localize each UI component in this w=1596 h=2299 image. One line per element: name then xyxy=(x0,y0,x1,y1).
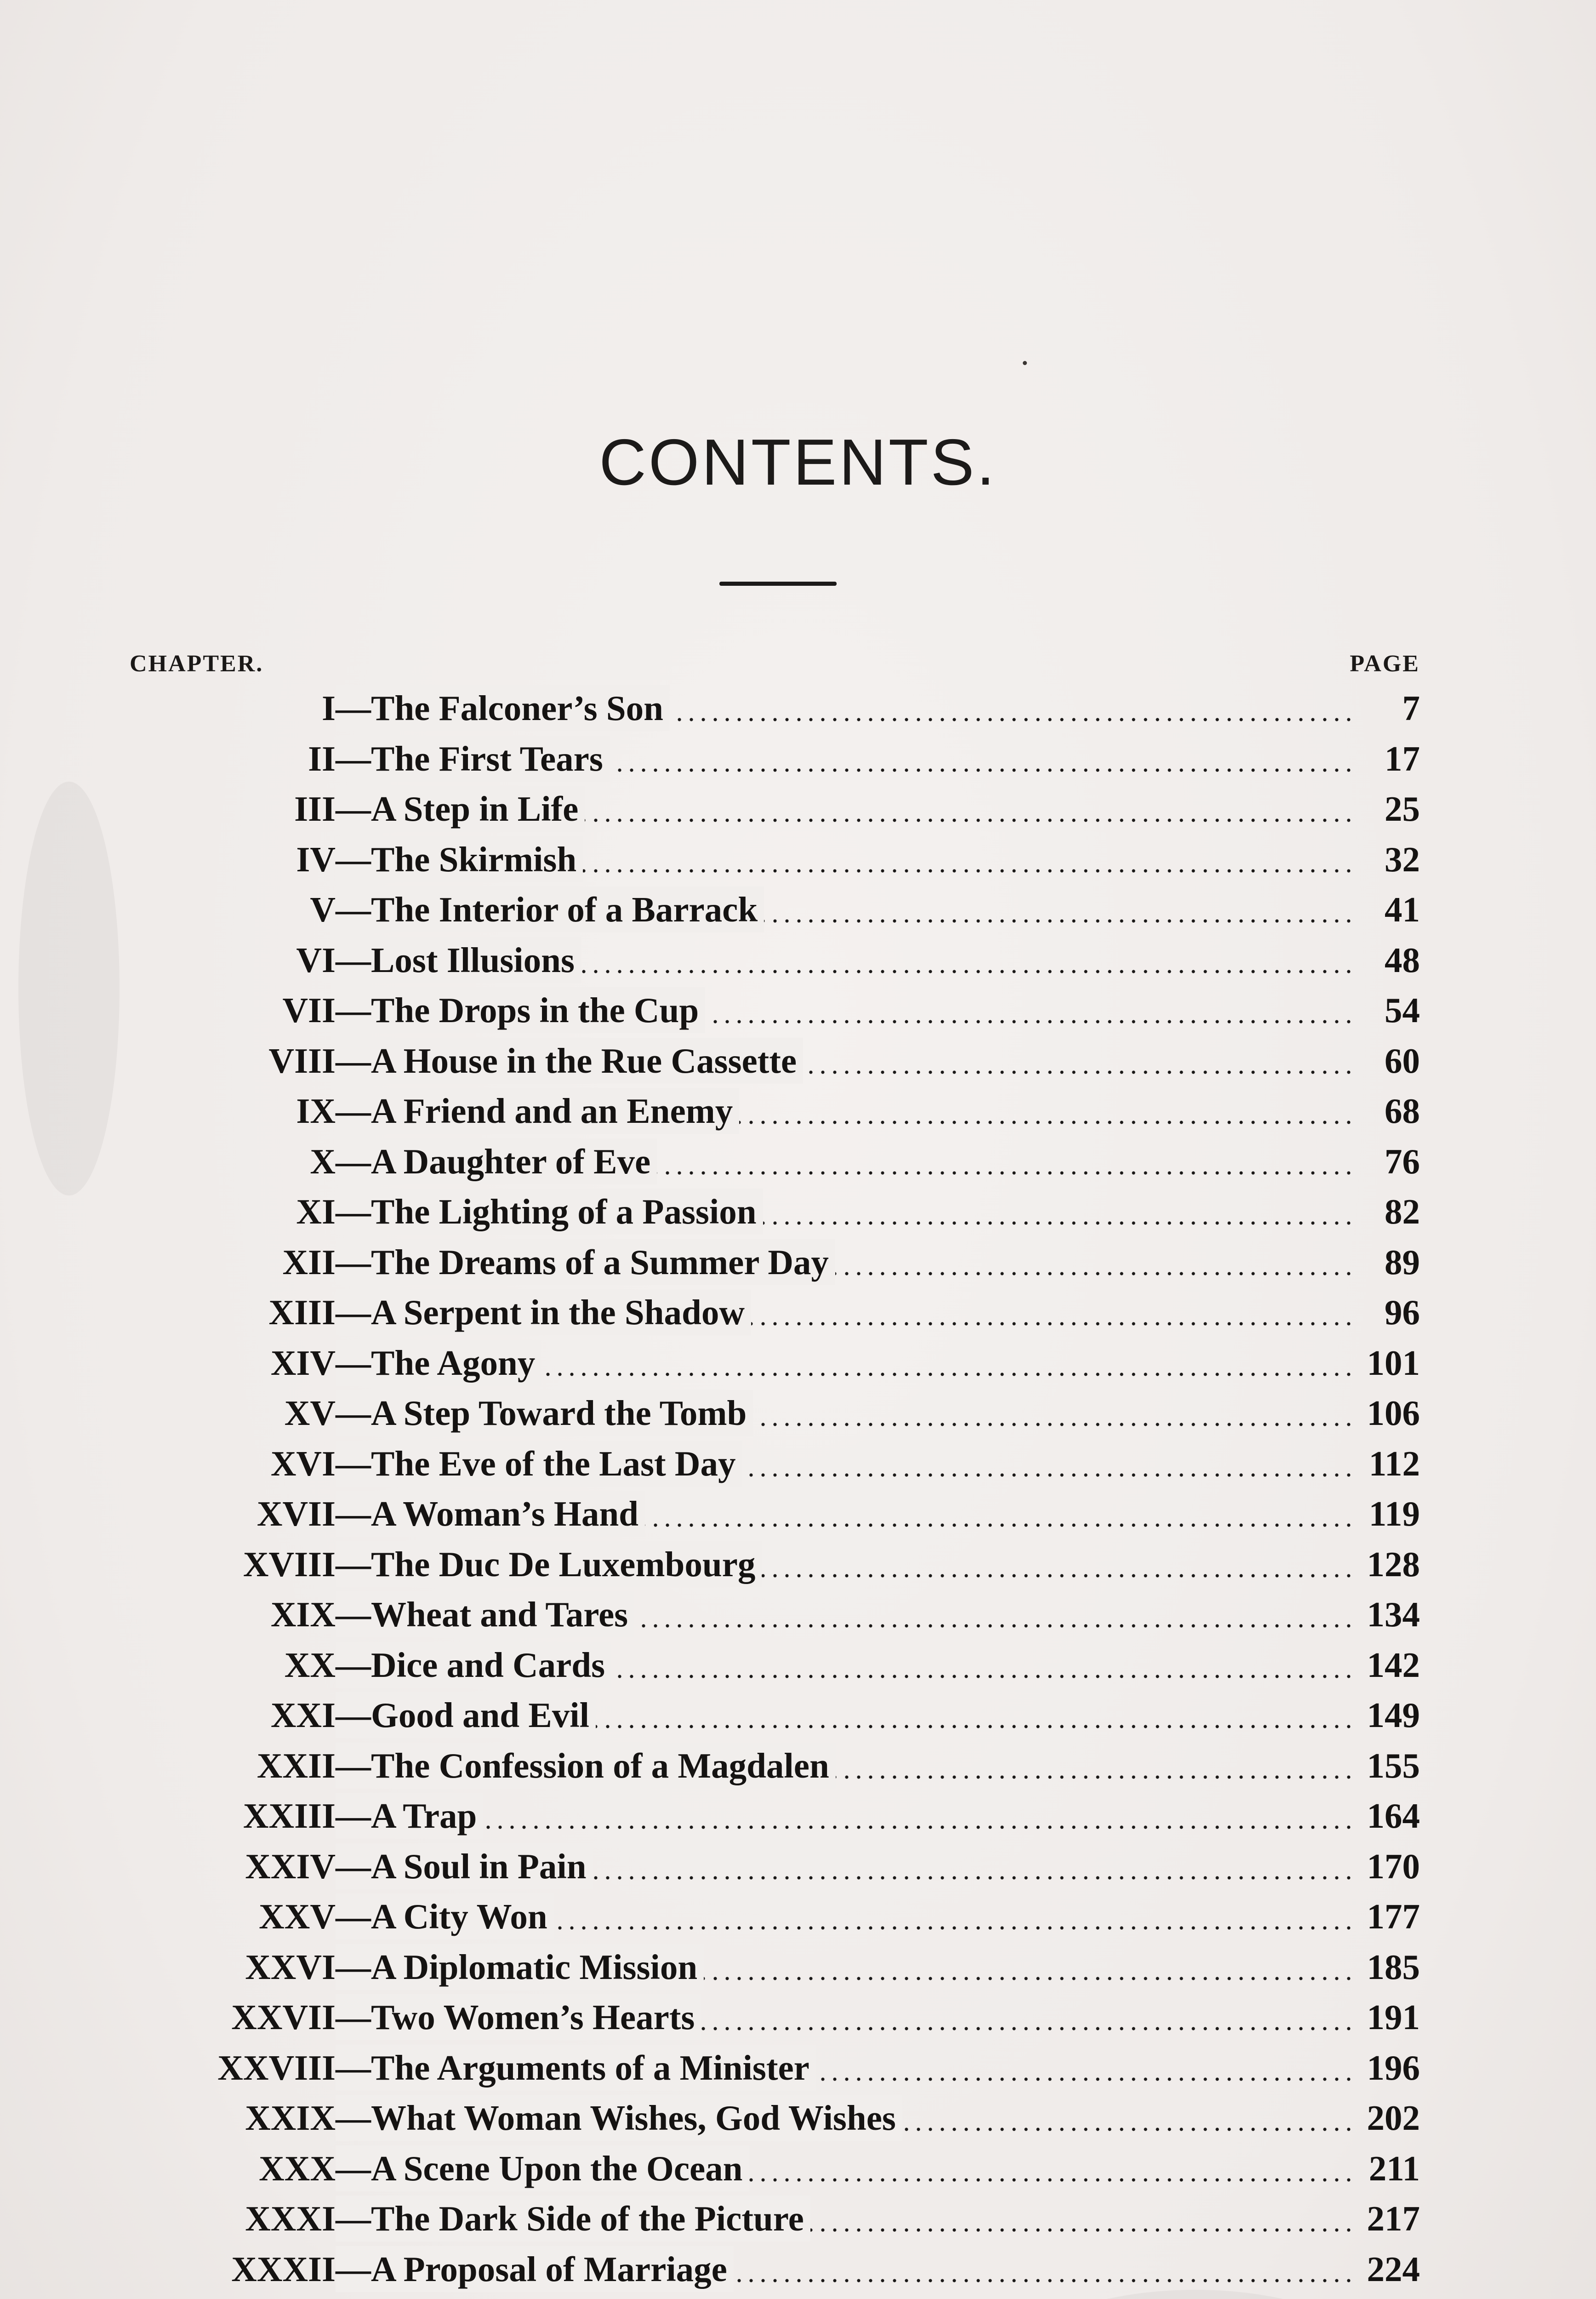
chapter-separator: — xyxy=(336,1544,371,1584)
page-number: 217 xyxy=(1367,2199,1420,2238)
toc-entry xyxy=(0,1441,1596,1487)
chapter-title: Wheat and Tares xyxy=(371,1595,628,1634)
chapter-number: XIV xyxy=(270,1343,336,1383)
toc-entry xyxy=(0,1088,1596,1134)
chapter-title: A Serpent in the Shadow xyxy=(371,1292,745,1332)
chapter-title-wrap xyxy=(336,1088,739,1134)
chapter-title: A Step Toward the Tomb xyxy=(371,1393,747,1433)
chapter-title-wrap xyxy=(336,937,581,983)
page-number: 7 xyxy=(1402,688,1420,728)
chapter-number: XXV xyxy=(259,1897,336,1936)
chapter-separator: — xyxy=(336,1343,371,1383)
chapter-title-wrap xyxy=(336,1340,542,1386)
chapter-title: The Lighting of a Passion xyxy=(371,1192,757,1231)
chapter-title-wrap xyxy=(336,1038,803,1084)
page-number: 41 xyxy=(1385,890,1420,929)
dot-leader xyxy=(764,919,1355,923)
chapter-title-wrap xyxy=(336,1189,763,1235)
chapter-title-wrap xyxy=(336,786,585,832)
chapter-title: Lost Illusions xyxy=(371,940,575,980)
page-number: 164 xyxy=(1367,1796,1420,1836)
toc-entry xyxy=(0,1793,1596,1839)
chapter-number: IV xyxy=(296,840,336,879)
toc-entry xyxy=(0,1944,1596,1990)
chapter-title: The Dark Side of the Picture xyxy=(371,2199,804,2238)
dot-leader xyxy=(742,1473,1355,1477)
chapter-title: The Falconer’s Son xyxy=(371,688,663,728)
chapter-title-wrap xyxy=(336,987,705,1033)
chapter-title-wrap xyxy=(336,1893,554,1939)
chapter-title-wrap xyxy=(336,736,610,782)
chapter-number: XXIV xyxy=(245,1847,336,1886)
page-number: 149 xyxy=(1367,1695,1420,1735)
page-column-header: PAGE xyxy=(1350,651,1420,677)
chapter-title: A Scene Upon the Ocean xyxy=(371,2149,743,2188)
chapter-number: VI xyxy=(296,940,336,980)
chapter-number: VII xyxy=(282,990,336,1030)
page-number: 202 xyxy=(1367,2098,1420,2138)
chapter-title: The Skirmish xyxy=(371,840,577,879)
chapter-title: A Diplomatic Mission xyxy=(371,1947,698,1987)
page-number: 155 xyxy=(1367,1746,1420,1785)
dot-leader xyxy=(583,869,1355,873)
chapter-number: XXI xyxy=(270,1695,336,1735)
page-number: 106 xyxy=(1367,1393,1420,1433)
toc-entry xyxy=(0,1642,1596,1688)
toc-entry xyxy=(0,786,1596,832)
chapter-title-wrap xyxy=(336,2045,816,2091)
chapter-number: XXX xyxy=(259,2149,336,2188)
toc-entry xyxy=(0,2196,1596,2242)
chapter-separator: — xyxy=(336,1645,371,1685)
chapter-number: VIII xyxy=(268,1041,336,1081)
page-number: 54 xyxy=(1385,990,1420,1030)
toc-entry xyxy=(0,1289,1596,1335)
dot-leader xyxy=(554,1926,1355,1930)
chapter-title: Dice and Cards xyxy=(371,1645,605,1685)
dot-leader xyxy=(593,1876,1355,1880)
toc-entry xyxy=(0,836,1596,882)
chapter-separator: — xyxy=(336,2098,371,2138)
chapter-separator: — xyxy=(336,739,371,778)
chapter-title: A House in the Rue Cassette xyxy=(371,1041,797,1081)
toc-entry xyxy=(0,685,1596,731)
chapter-title-wrap xyxy=(336,1289,751,1335)
chapter-number: XIII xyxy=(268,1292,336,1332)
page-number: 76 xyxy=(1385,1142,1420,1181)
chapter-title-wrap xyxy=(336,685,670,731)
dot-leader xyxy=(581,969,1355,974)
page-number: 101 xyxy=(1367,1343,1420,1383)
chapter-number: XV xyxy=(284,1393,336,1433)
dot-leader xyxy=(763,1221,1355,1225)
chapter-separator: — xyxy=(336,1746,371,1785)
toc-entry xyxy=(0,1591,1596,1637)
page-number: 32 xyxy=(1385,840,1420,879)
chapter-separator: — xyxy=(336,1796,371,1836)
chapter-title-wrap xyxy=(336,1642,611,1688)
page-number: 224 xyxy=(1367,2249,1420,2289)
page-number: 89 xyxy=(1385,1242,1420,1282)
chapter-number: XXIII xyxy=(243,1796,336,1836)
chapter-separator: — xyxy=(336,2149,371,2188)
chapter-separator: — xyxy=(336,1242,371,1282)
dot-leader xyxy=(739,1120,1355,1125)
chapter-title: Good and Evil xyxy=(371,1695,590,1735)
chapter-title: The Eve of the Last Day xyxy=(371,1444,736,1483)
chapter-title-wrap xyxy=(336,1138,657,1184)
dot-leader xyxy=(585,818,1355,823)
toc-entry xyxy=(0,2045,1596,2091)
toc-entry xyxy=(0,2095,1596,2141)
dot-leader xyxy=(670,717,1355,722)
dot-leader xyxy=(634,1624,1355,1628)
chapter-separator: — xyxy=(336,1292,371,1332)
chapter-number: IX xyxy=(296,1091,336,1131)
dot-leader xyxy=(835,1271,1355,1276)
toc-entry xyxy=(0,1541,1596,1587)
page-number: 60 xyxy=(1385,1041,1420,1081)
chapter-number: XXII xyxy=(256,1746,336,1785)
dot-leader xyxy=(611,1674,1355,1679)
chapter-title-wrap xyxy=(336,1541,762,1587)
chapter-title: A Proposal of Marriage xyxy=(371,2249,727,2289)
page-title: CONTENTS. xyxy=(599,426,997,499)
chapter-separator: — xyxy=(336,1041,371,1081)
chapter-title: A Daughter of Eve xyxy=(371,1142,651,1181)
chapter-separator: — xyxy=(336,1847,371,1886)
chapter-title: The Drops in the Cup xyxy=(371,990,699,1030)
chapter-title-wrap xyxy=(336,1793,483,1839)
chapter-number: X xyxy=(310,1142,336,1181)
toc-entry xyxy=(0,937,1596,983)
toc-entry xyxy=(0,1138,1596,1184)
toc-entry xyxy=(0,1743,1596,1789)
chapter-separator: — xyxy=(336,1393,371,1433)
dot-leader xyxy=(803,1070,1355,1075)
chapter-title-wrap xyxy=(336,836,583,882)
chapter-separator: — xyxy=(336,1091,371,1131)
dot-leader xyxy=(610,768,1355,772)
chapter-title-wrap xyxy=(336,2196,810,2242)
chapter-number: XXVII xyxy=(231,1997,336,2037)
toc-entry xyxy=(0,1893,1596,1939)
chapter-title: A Woman’s Hand xyxy=(371,1494,638,1533)
chapter-title-wrap xyxy=(336,1491,645,1537)
chapter-number: XX xyxy=(284,1645,336,1685)
chapter-separator: — xyxy=(336,1947,371,1987)
toc-entry xyxy=(0,1994,1596,2040)
dot-leader xyxy=(705,1019,1355,1024)
toc-entry xyxy=(0,1390,1596,1436)
dot-leader xyxy=(704,1976,1355,1981)
chapter-title-wrap xyxy=(336,886,764,932)
dot-leader xyxy=(542,1372,1355,1377)
chapter-column-header: CHAPTER. xyxy=(130,651,264,677)
chapter-separator: — xyxy=(336,688,371,728)
dot-leader xyxy=(762,1573,1355,1578)
chapter-title: Two Women’s Hearts xyxy=(371,1997,695,2037)
chapter-number: I xyxy=(322,688,336,728)
chapter-title-wrap xyxy=(336,1843,593,1889)
chapter-title-wrap xyxy=(336,1944,704,1990)
dot-leader xyxy=(483,1825,1355,1830)
chapter-number: XIX xyxy=(270,1595,336,1634)
toc-entry xyxy=(0,736,1596,782)
chapter-title: A Trap xyxy=(371,1796,477,1836)
dot-leader xyxy=(753,1422,1355,1427)
page-number: 112 xyxy=(1368,1444,1420,1483)
chapter-title: The Arguments of a Minister xyxy=(371,2048,809,2087)
chapter-title-wrap xyxy=(336,1239,835,1285)
page-number: 185 xyxy=(1367,1947,1420,1987)
dot-leader xyxy=(657,1171,1355,1175)
chapter-title-wrap xyxy=(336,2095,902,2141)
toc-entry xyxy=(0,1692,1596,1738)
page-number: 96 xyxy=(1385,1292,1420,1332)
toc-entry xyxy=(0,1491,1596,1537)
chapter-number: XVII xyxy=(256,1494,336,1533)
toc-entry xyxy=(0,2145,1596,2191)
toc-entry xyxy=(0,886,1596,932)
chapter-title-wrap xyxy=(336,1591,634,1637)
chapter-title-wrap xyxy=(336,1390,753,1436)
dot-leader xyxy=(816,2077,1355,2082)
chapter-number: XVI xyxy=(270,1444,336,1483)
chapter-number: II xyxy=(308,739,336,778)
page-number: 134 xyxy=(1367,1595,1420,1634)
page-number: 177 xyxy=(1367,1897,1420,1936)
chapter-separator: — xyxy=(336,1444,371,1483)
toc-entry xyxy=(0,1189,1596,1235)
chapter-separator: — xyxy=(336,1897,371,1936)
toc-entry xyxy=(0,1340,1596,1386)
chapter-separator: — xyxy=(336,1142,371,1181)
toc-entry xyxy=(0,1038,1596,1084)
chapter-number: XXVIII xyxy=(217,2048,336,2087)
chapter-title: A Step in Life xyxy=(371,789,579,829)
chapter-separator: — xyxy=(336,2048,371,2087)
chapter-separator: — xyxy=(336,1494,371,1533)
chapter-title: The Interior of a Barrack xyxy=(371,890,758,929)
chapter-title-wrap xyxy=(336,2145,749,2191)
chapter-title: What Woman Wishes, God Wishes xyxy=(371,2098,896,2138)
chapter-number: XXVI xyxy=(245,1947,336,1987)
chapter-title: The Confession of a Magdalen xyxy=(371,1746,829,1785)
chapter-title-wrap xyxy=(336,1743,836,1789)
chapter-title-wrap xyxy=(336,2246,734,2292)
chapter-separator: — xyxy=(336,890,371,929)
chapter-separator: — xyxy=(336,940,371,980)
chapter-number: XXXII xyxy=(231,2249,336,2289)
dot-leader xyxy=(810,2228,1355,2232)
page-number: 211 xyxy=(1368,2149,1420,2188)
dot-leader xyxy=(734,2278,1355,2283)
chapter-title: The Dreams of a Summer Day xyxy=(371,1242,829,1282)
chapter-title: The First Tears xyxy=(371,739,603,778)
dot-leader xyxy=(645,1523,1355,1527)
dot-leader xyxy=(701,2026,1355,2031)
chapter-separator: — xyxy=(336,1192,371,1231)
toc-entry xyxy=(0,2246,1596,2292)
chapter-number: XXIX xyxy=(245,2098,336,2138)
chapter-separator: — xyxy=(336,1695,371,1735)
dot-leader xyxy=(836,1775,1355,1779)
chapter-number: XXXI xyxy=(245,2199,336,2238)
dot-leader xyxy=(596,1724,1355,1729)
page-number: 25 xyxy=(1385,789,1420,829)
chapter-separator: — xyxy=(336,990,371,1030)
page-number: 48 xyxy=(1385,940,1420,980)
chapter-title: The Duc De Luxembourg xyxy=(371,1544,756,1584)
page-number: 191 xyxy=(1367,1997,1420,2037)
chapter-number: XII xyxy=(282,1242,336,1282)
chapter-separator: — xyxy=(336,1997,371,2037)
chapter-number: III xyxy=(294,789,336,829)
chapter-title: A City Won xyxy=(371,1897,547,1936)
dot-leader xyxy=(749,2178,1355,2182)
page-number: 170 xyxy=(1367,1847,1420,1886)
chapter-number: V xyxy=(310,890,336,929)
chapter-separator: — xyxy=(336,789,371,829)
page-number: 82 xyxy=(1385,1192,1420,1231)
chapter-title: A Soul in Pain xyxy=(371,1847,587,1886)
chapter-number: XI xyxy=(296,1192,336,1231)
dot-leader xyxy=(902,2127,1355,2132)
page-number: 142 xyxy=(1367,1645,1420,1685)
toc-entry xyxy=(0,1239,1596,1285)
title-rule xyxy=(719,582,837,586)
chapter-separator: — xyxy=(336,840,371,879)
chapter-title-wrap xyxy=(336,1692,596,1738)
page-number: 128 xyxy=(1367,1544,1420,1584)
dot-leader xyxy=(751,1321,1355,1326)
page-number: 119 xyxy=(1368,1494,1420,1533)
toc-entry xyxy=(0,987,1596,1033)
chapter-separator: — xyxy=(336,2249,371,2289)
chapter-title: A Friend and an Enemy xyxy=(371,1091,733,1131)
page-number: 196 xyxy=(1367,2048,1420,2087)
page-number: 17 xyxy=(1385,739,1420,778)
toc-entry xyxy=(0,1843,1596,1889)
chapter-title-wrap xyxy=(336,1441,742,1487)
page-number: 68 xyxy=(1385,1091,1420,1131)
ink-speck xyxy=(1023,361,1027,365)
chapter-separator: — xyxy=(336,1595,371,1634)
chapter-separator: — xyxy=(336,2199,371,2238)
chapter-number: XVIII xyxy=(243,1544,336,1584)
chapter-title: The Agony xyxy=(371,1343,536,1383)
chapter-title-wrap xyxy=(336,1994,701,2040)
